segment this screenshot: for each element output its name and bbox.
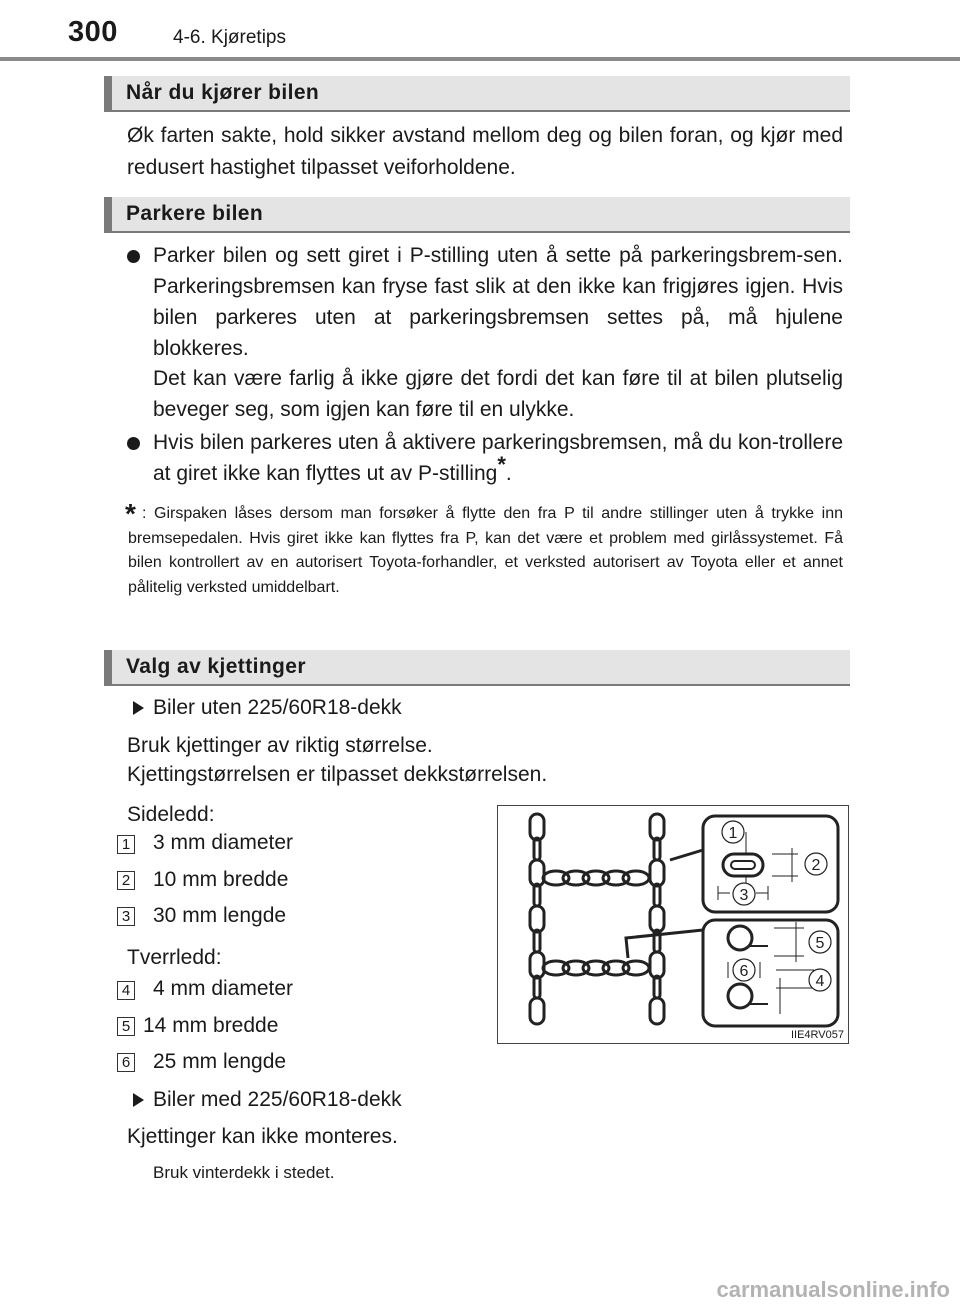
section-path: 4-6. Kjøretips [173, 27, 286, 48]
parking-bullet-1-text: Parker bilen og sett giret i P-stilling uten å sette på parkeringsbrem-sen. Parkeringsbremsen kan fryse fast slik at den ikke kan frigjøres igjen. Hvis bilen parkeres uten at parkeringsbremsen settes på, må hjulene blokkeres. [153, 244, 843, 360]
section-heading-text: Parkere bilen [126, 202, 264, 225]
chains-line-1: Bruk kjettinger av riktig størrelse. [127, 734, 433, 757]
triangle-icon [133, 701, 144, 715]
case-without-18-inch: Biler uten 225/60R18-dekk [153, 696, 402, 719]
winter-tire-note: Bruk vinterdekk i stedet. [153, 1163, 335, 1182]
case-with-18-inch: Biler med 225/60R18-dekk [153, 1088, 402, 1111]
watermark: carmanualsonline.info [716, 1277, 950, 1302]
figure-callout-1: 1 [728, 825, 738, 842]
page-number: 300 [68, 16, 118, 48]
cross-item-6: 25 mm lengde [153, 1050, 287, 1073]
side-item-2: 10 mm bredde [153, 868, 289, 891]
side-item-3: 30 mm lengde [153, 904, 287, 927]
figure-callout-6: 6 [739, 963, 749, 980]
cross-item-5: 14 mm bredde [143, 1014, 279, 1037]
callout-4-box: 4 [117, 981, 135, 1000]
section-heading-text: Valg av kjettinger [126, 655, 306, 678]
callout-6-box: 6 [117, 1053, 135, 1072]
figure-code: IIE4RV057 [790, 1029, 844, 1041]
parking-bullet-2-text: Hvis bilen parkeres uten å aktivere parkeringsbremsen, må du kon-trollere at giret ikke kan flyttes ut av P-stilling [153, 431, 843, 485]
bullet-icon [127, 250, 140, 263]
chains-line-2: Kjettingstørrelsen er tilpasset dekkstørrelsen. [127, 763, 548, 786]
chain-diagram [498, 806, 847, 1042]
footnote-star: * [125, 498, 136, 529]
header-rule [0, 57, 960, 61]
figure-callout-4: 4 [815, 973, 825, 990]
callout-1-box: 1 [117, 835, 135, 854]
no-chains-text: Kjettinger kan ikke monteres. [127, 1125, 398, 1148]
chain-illustration [497, 805, 849, 1044]
callout-2-box: 2 [117, 871, 135, 890]
figure-callout-3: 3 [739, 887, 749, 904]
cross-link-label: Tverrledd: [127, 946, 222, 969]
side-link-label: Sideledd: [127, 803, 215, 826]
parking-bullet-1-extra: Det kan være farlig å ikke gjøre det fordi det kan føre til at bilen plutselig beveger seg, som igjen kan føre til en ulykke. [153, 367, 843, 421]
bullet-icon [127, 437, 140, 450]
figure-callout-5: 5 [815, 935, 825, 952]
footnote-text: : Girspaken låses dersom man forsøker å flytte den fra P til andre stillinger uten å trykke inn bremsepedalen. Hvis giret ikke kan flyttes fra P, kan det være et problem med girlåssystemet. Få bilen kontrollert av en autorisert Toyota-forhandler, et verksted autorisert av Toyota eller et annet pålitelig verksted umiddelbart. [128, 505, 843, 596]
callout-5-box: 5 [117, 1017, 135, 1036]
parking-bullet-2 [153, 427, 843, 489]
callout-3-box: 3 [117, 907, 135, 926]
section-heading-chains [104, 650, 850, 686]
parking-bullet-2-end: . [505, 462, 512, 485]
section-heading-parking [104, 197, 850, 233]
driving-paragraph: Øk farten sakte, hold sikker avstand mellom deg og bilen foran, og kjør med redusert hastighet tilpasset veiforholdene. [127, 124, 843, 179]
figure-callout-2: 2 [811, 857, 821, 874]
triangle-icon [133, 1093, 144, 1107]
cross-item-4: 4 mm diameter [153, 977, 294, 1000]
side-item-1: 3 mm diameter [153, 831, 294, 854]
parking-bullet-1 [153, 240, 843, 364]
footnote-reference: * [497, 452, 506, 477]
section-heading-driving [104, 76, 850, 112]
section-heading-text: Når du kjører bilen [126, 81, 320, 104]
